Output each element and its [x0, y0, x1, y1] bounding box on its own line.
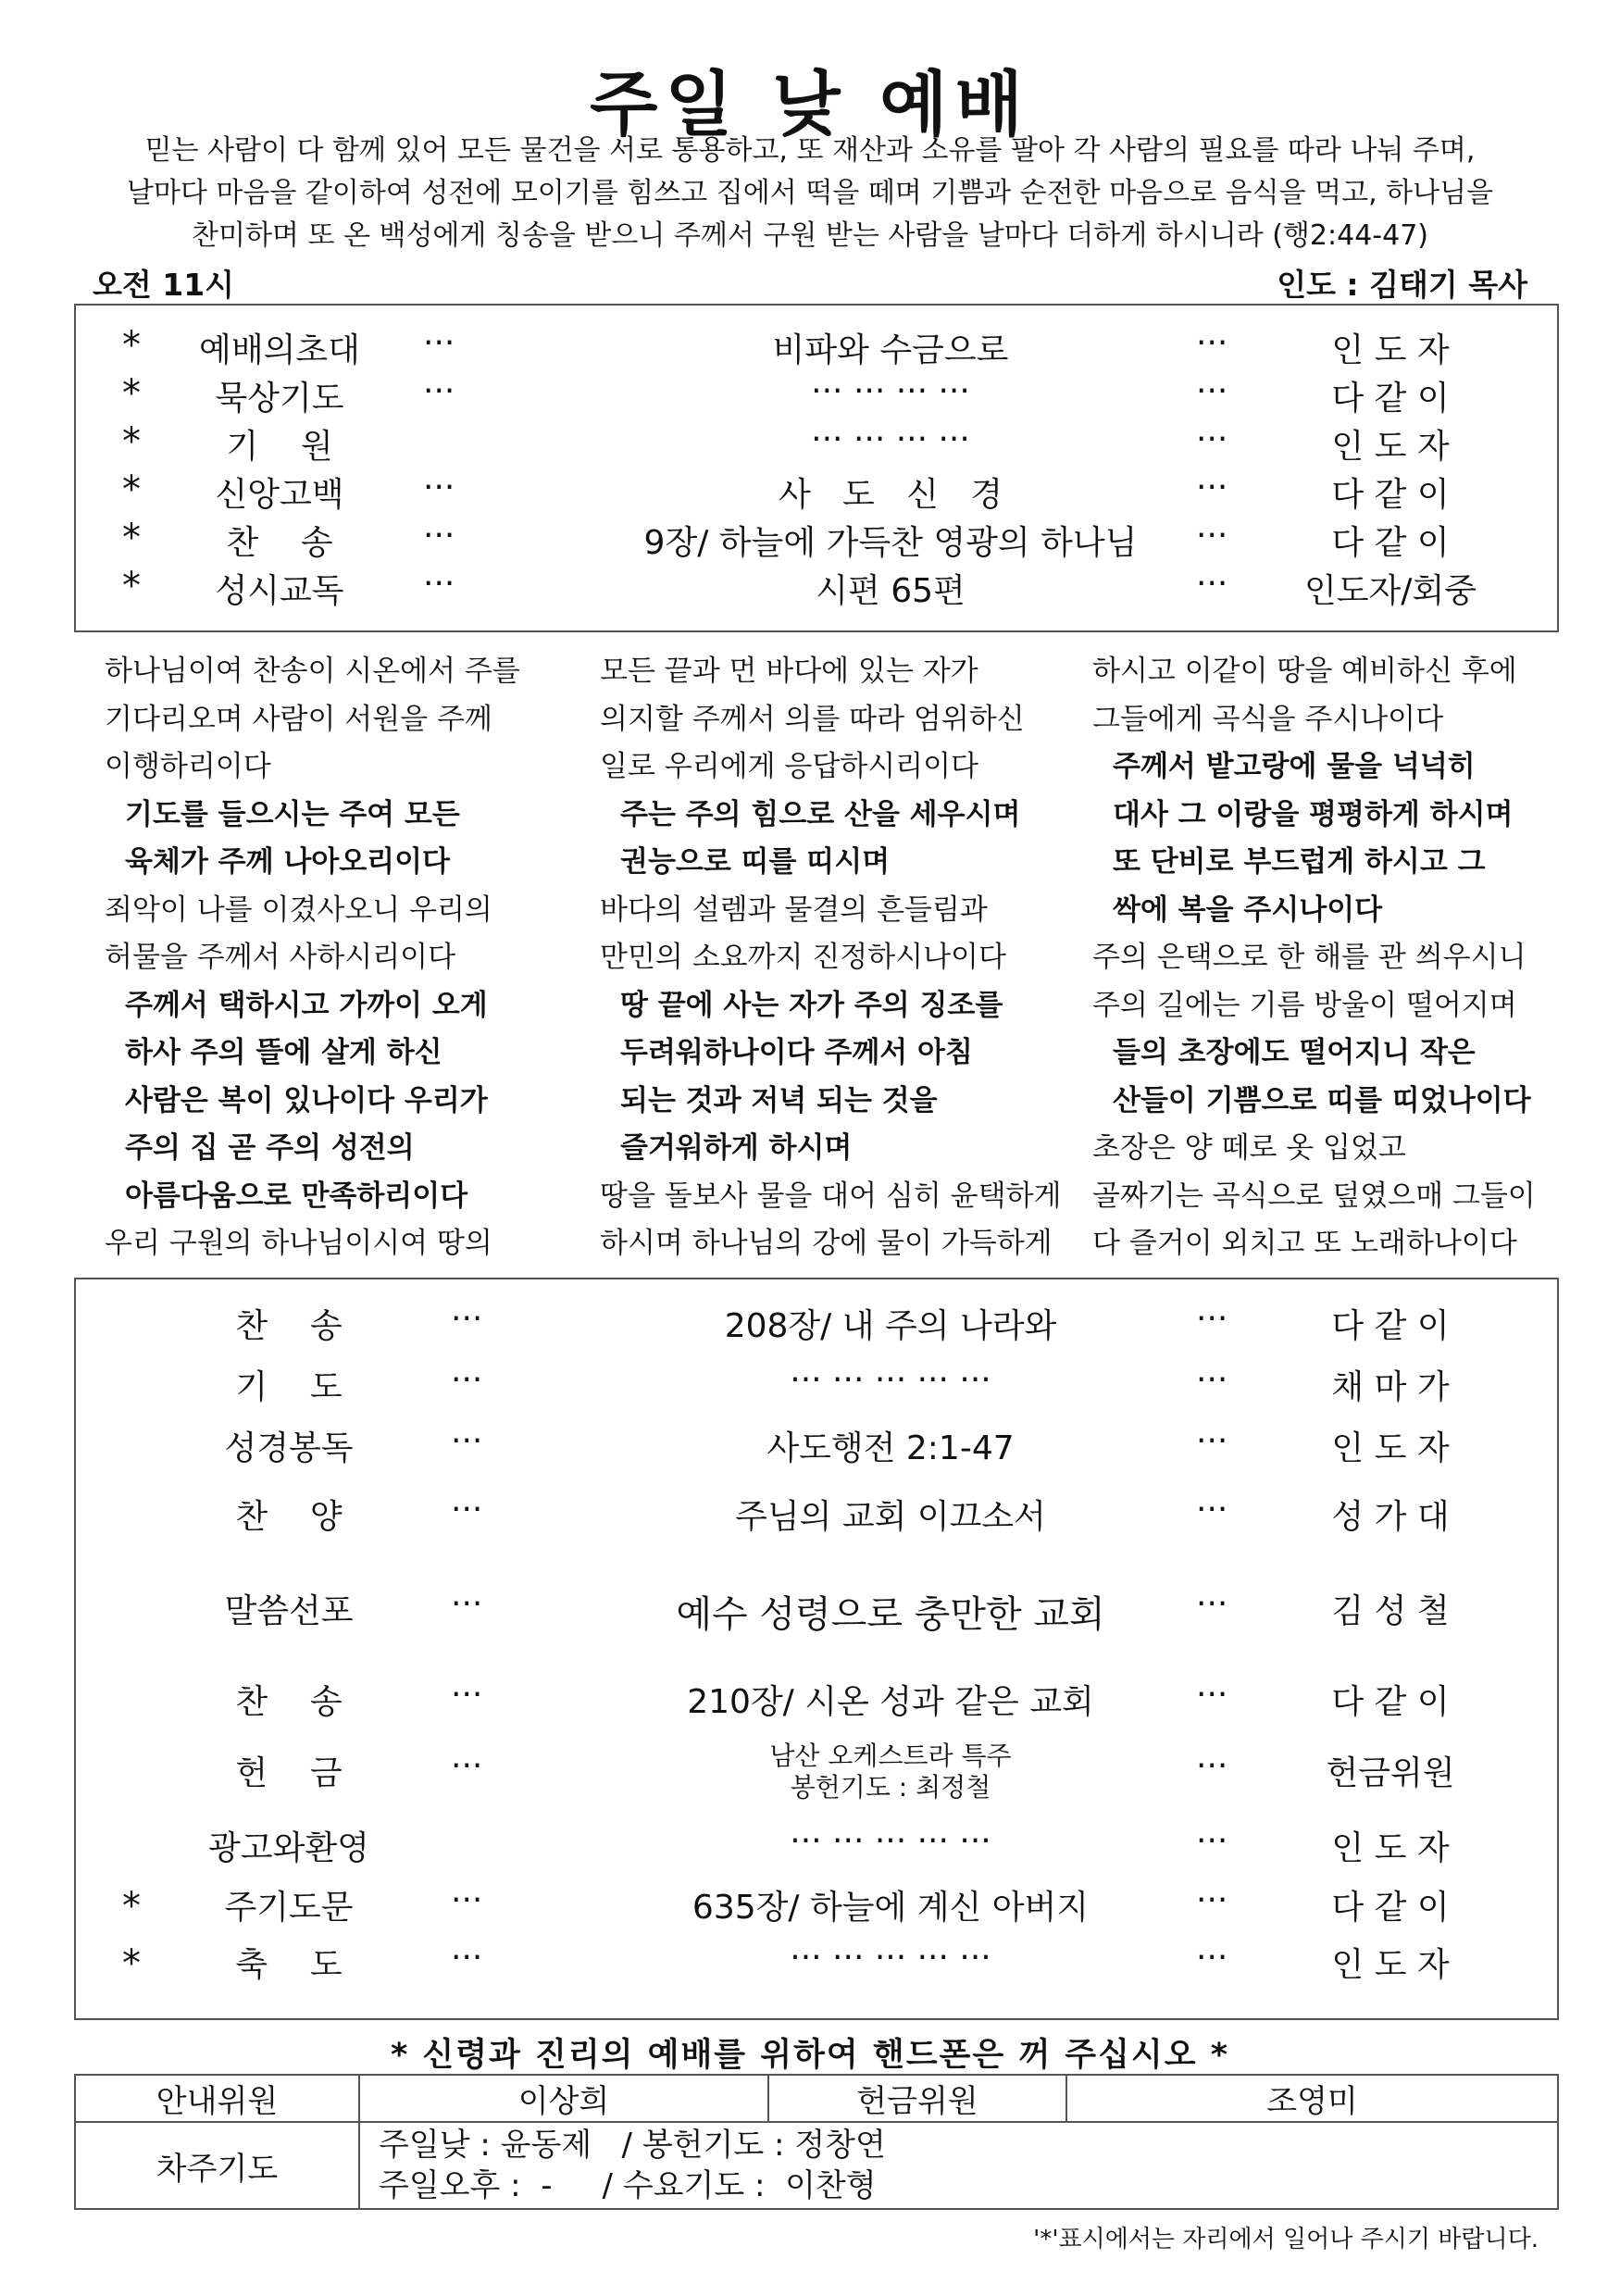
- order-name: 예배의초대: [199, 331, 360, 369]
- reading-line-leader: 주의 길에는 기름 방울이 떨어지며: [1092, 988, 1517, 1022]
- order-dots: ···: [1196, 468, 1228, 506]
- order-dots: ···: [451, 1491, 483, 1529]
- reading-line-leader: 초장은 양 떼로 옷 입었고: [1092, 1131, 1406, 1165]
- reading-line-leader: 허물을 주께서 사하시리이다: [105, 941, 456, 974]
- phone-notice: * 신령과 진리의 예배를 위하여 핸드폰은 꺼 주십시오 *: [390, 2037, 1230, 2074]
- stand-marker: *: [122, 324, 141, 367]
- reading-line-congregation: 아름다움으로 만족하리이다: [125, 1179, 468, 1213]
- verse-line: 찬미하며 또 온 백성에게 칭송을 받으니 주께서 구원 받는 사람을 날마다 더하게 하시니라 (행2:44-47): [191, 219, 1428, 252]
- next-prayer-cell: [359, 2122, 1558, 2209]
- order-dots: ···: [1196, 1881, 1228, 1919]
- order-content: 사도행전 2:1-47: [766, 1429, 1015, 1467]
- order-name: 광고와환영: [208, 1829, 369, 1867]
- order-dots: ···: [1196, 1939, 1228, 1977]
- stand-marker: *: [122, 468, 141, 511]
- order-dots: ···: [1196, 1747, 1228, 1785]
- order-leader: 다 같 이: [1331, 524, 1450, 562]
- order-dots: ···: [1196, 324, 1228, 362]
- page-title: 주일 낮 예배: [590, 63, 1030, 145]
- order-name: 주기도문: [224, 1889, 354, 1927]
- order-content: ··· ··· ··· ···: [811, 372, 970, 410]
- order-leader: 인 도 자: [1331, 428, 1450, 466]
- order-leader: 다 같 이: [1331, 1307, 1450, 1345]
- order-content: 9장/ 하늘에 가득찬 영광의 하나님: [643, 524, 1138, 562]
- order-name: 찬 양: [235, 1498, 343, 1536]
- reading-line-leader: 만민의 소요까지 진정하시나이다: [600, 941, 1006, 974]
- reading-line-congregation: 또 단비로 부드럽게 하시고 그: [1113, 845, 1486, 879]
- reading-line-leader: 모든 끝과 먼 바다에 있는 자가: [600, 655, 978, 688]
- order-name: 성시교독: [215, 572, 344, 610]
- order-name: 말씀선포: [224, 1592, 354, 1630]
- reading-line-congregation: 주께서 밭고랑에 물을 넉넉히: [1113, 750, 1476, 783]
- order-name: 기 도: [235, 1368, 343, 1406]
- order-name: 찬 송: [226, 524, 333, 562]
- reading-line-congregation: 육체가 주께 나아오리이다: [125, 845, 450, 879]
- order-leader: 다 같 이: [1331, 476, 1450, 514]
- order-dots: ···: [1196, 1585, 1228, 1623]
- reading-line-congregation: 두려워하나이다 주께서 아침: [620, 1036, 973, 1069]
- order-dots: ···: [451, 1361, 483, 1399]
- order-dots: ···: [451, 1422, 483, 1460]
- order-leader: 인도자/회중: [1303, 572, 1477, 610]
- order-name: 찬 송: [235, 1683, 343, 1721]
- reading-line-leader: 이행하리이다: [105, 750, 271, 783]
- reading-line-congregation: 권능으로 띠를 띠시며: [620, 845, 891, 879]
- order-content: 비파와 수금으로: [772, 331, 1009, 369]
- reading-line-congregation: 땅 끝에 사는 자가 주의 징조를: [620, 988, 1003, 1022]
- order-content: 남산 오케스트라 특주: [769, 1741, 1012, 1771]
- offering-label: 헌금위원: [768, 2075, 1066, 2122]
- footnote: '*'표시에서는 자리에서 일어나 주시기 바랍니다.: [1033, 2226, 1539, 2253]
- reading-line-leader: 하시며 하나님의 강에 물이 가득하게: [600, 1227, 1053, 1260]
- reading-line-leader: 일로 우리에게 응답하시리이다: [600, 750, 979, 783]
- order-dots: ···: [1196, 1676, 1228, 1714]
- reading-line-leader: 골짜기는 곡식으로 덮였으매 그들이: [1092, 1179, 1536, 1213]
- stand-marker: *: [122, 420, 141, 463]
- reading-line-congregation: 주는 주의 힘으로 산을 세우시며: [620, 797, 1021, 831]
- order-dots: ···: [423, 565, 455, 603]
- order-dots: ···: [423, 372, 455, 410]
- reading-line-leader: 주의 은택으로 한 해를 관 씌우시니: [1092, 941, 1527, 974]
- order-dots: ···: [1196, 1491, 1228, 1529]
- reading-line-leader: 죄악이 나를 이겼사오니 우리의: [105, 892, 492, 927]
- order-dots: ···: [451, 1939, 483, 1977]
- order-dots: ···: [423, 517, 455, 555]
- reading-line-congregation: 주께서 택하시고 가까이 오게: [125, 988, 488, 1022]
- stand-marker: *: [122, 1942, 141, 1985]
- order-content: 635장/ 하늘에 계신 아버지: [692, 1889, 1090, 1927]
- reading-line-leader: 다 즐거이 외치고 또 노래하나이다: [1092, 1227, 1517, 1260]
- verse-line: 날마다 마음을 같이하여 성전에 모이기를 힘쓰고 집에서 떡을 떼며 기쁨과 순전한 마음으로 음식을 먹고, 하나님을: [126, 177, 1494, 209]
- order-content: 주님의 교회 이끄소서: [735, 1498, 1046, 1536]
- service-leader: 인도 : 김태기 목사: [1277, 267, 1527, 303]
- order-content: ··· ··· ··· ··· ···: [790, 1361, 991, 1399]
- reading-line-leader: 기다리오며 사람이 서원을 주께: [105, 702, 492, 736]
- scripture-verse: [65, 130, 1555, 257]
- order-leader: 채 마 가: [1331, 1368, 1450, 1406]
- usher-name: 이상희: [359, 2075, 768, 2122]
- stand-marker: *: [122, 372, 141, 415]
- reading-line-congregation: 즐거워하게 하시며: [620, 1131, 853, 1165]
- offering-name: 조영미: [1066, 2075, 1558, 2122]
- order-content: ··· ··· ··· ··· ···: [790, 1822, 991, 1860]
- reading-line-leader: 하나님이여 찬송이 시온에서 주를: [105, 655, 520, 688]
- order-leader: 다 같 이: [1331, 380, 1450, 418]
- reading-line-leader: 하시고 이같이 땅을 예비하신 후에: [1092, 655, 1517, 688]
- reading-line-leader: 우리 구원의 하나님이시여 땅의: [105, 1227, 492, 1260]
- reading-line-congregation: 사람은 복이 있나이다 우리가: [125, 1083, 488, 1117]
- stand-marker: *: [122, 565, 141, 607]
- order-dots: ···: [451, 1881, 483, 1919]
- sermon-title: 예수 성령으로 충만한 교회: [676, 1593, 1105, 1636]
- responsive-reading: [74, 648, 1559, 1268]
- order-name: 축 도: [235, 1946, 343, 1984]
- order-leader: 인 도 자: [1331, 1429, 1450, 1467]
- next-prayer-label: 차주기도: [75, 2122, 359, 2209]
- reading-line-congregation: 산들이 기쁨으로 띠를 띠었나이다: [1113, 1083, 1531, 1117]
- reading-line-congregation: 싹에 복을 주시나이다: [1113, 892, 1383, 927]
- order-dots: ···: [1196, 1361, 1228, 1399]
- reading-line-congregation: 들의 초장에도 떨어지니 작은: [1113, 1036, 1476, 1069]
- reading-line-congregation: 주의 집 곧 주의 성전의: [125, 1131, 415, 1165]
- order-leader: 다 같 이: [1331, 1889, 1450, 1927]
- order-dots: ···: [451, 1300, 483, 1338]
- stand-marker: *: [122, 517, 141, 559]
- reading-line-leader: 그들에게 곡식을 주시나이다: [1092, 702, 1444, 736]
- order-content: 시편 65편: [816, 572, 966, 610]
- order-name: 헌 금: [235, 1754, 343, 1792]
- order-dots: ···: [1196, 420, 1228, 458]
- reading-line-leader: 바다의 설렘과 물결의 흔들림과: [600, 892, 988, 927]
- order-leader: 인 도 자: [1331, 1829, 1450, 1867]
- order-part1-box: [74, 304, 1559, 632]
- order-leader: 김 성 철: [1331, 1592, 1450, 1630]
- order-leader: 성 가 대: [1331, 1498, 1450, 1536]
- order-dots: ···: [1196, 1300, 1228, 1338]
- order-leader: 인 도 자: [1331, 331, 1450, 369]
- order-name: 성경봉독: [224, 1429, 354, 1467]
- reading-line-leader: 땅을 돌보사 물을 대어 심히 윤택하게: [600, 1179, 1062, 1213]
- order-name: 묵상기도: [215, 380, 344, 418]
- verse-line: 믿는 사람이 다 함께 있어 모든 물건을 서로 통용하고, 또 재산과 소유를 팔아 각 사람의 필요를 따라 나눠 주며,: [144, 134, 1476, 167]
- reading-line-congregation: 되는 것과 저녁 되는 것을: [620, 1083, 938, 1117]
- next-prayer-line: 주일낮 : 윤동제 / 봉헌기도 : 정창연: [379, 2127, 886, 2164]
- order-dots: ···: [451, 1747, 483, 1785]
- order-dots: ···: [1196, 565, 1228, 603]
- reading-line-congregation: 기도를 들으시는 주여 모든: [125, 797, 460, 831]
- service-time: 오전 11시: [93, 267, 235, 303]
- order-dots: ···: [423, 468, 455, 506]
- reading-column-1: [105, 648, 591, 1268]
- order-dots: ···: [1196, 1422, 1228, 1460]
- order-content: 210장/ 시온 성과 같은 교회: [687, 1683, 1094, 1721]
- order-content: 사 도 신 경: [778, 476, 1003, 514]
- order-dots: ···: [1196, 372, 1228, 410]
- order-content: ··· ··· ··· ··· ···: [790, 1939, 991, 1977]
- order-content: 208장/ 내 주의 나라와: [724, 1307, 1057, 1345]
- reading-column-3: [1092, 648, 1578, 1268]
- usher-label: 안내위원: [75, 2075, 359, 2122]
- order-dots: ···: [423, 324, 455, 362]
- order-dots: ···: [451, 1676, 483, 1714]
- info-table: [74, 2074, 1559, 2210]
- order-part2-box: [74, 1278, 1559, 2020]
- order-dots: ···: [1196, 517, 1228, 555]
- stand-marker: *: [122, 1885, 141, 1928]
- reading-line-congregation: 하사 주의 뜰에 살게 하신: [125, 1036, 442, 1069]
- reading-line-leader: 의지할 주께서 의를 따라 엄위하신: [600, 702, 1025, 736]
- next-prayer-line: 주일오후 : - / 수요기도 : 이찬형: [379, 2167, 877, 2204]
- order-dots: ···: [1196, 1822, 1228, 1860]
- order-name: 찬 송: [235, 1307, 343, 1345]
- order-name: 기 원: [226, 428, 333, 466]
- order-leader: 다 같 이: [1331, 1683, 1450, 1721]
- order-name: 신앙고백: [215, 476, 344, 514]
- reading-line-congregation: 대사 그 이랑을 평평하게 하시며: [1113, 797, 1514, 831]
- reading-column-2: [600, 648, 1086, 1268]
- order-content-sub: 봉헌기도 : 최정철: [790, 1772, 991, 1803]
- order-dots: ···: [451, 1585, 483, 1623]
- order-content: ··· ··· ··· ···: [811, 420, 970, 458]
- order-leader: 인 도 자: [1331, 1946, 1450, 1984]
- order-leader: 헌금위원: [1326, 1754, 1455, 1792]
